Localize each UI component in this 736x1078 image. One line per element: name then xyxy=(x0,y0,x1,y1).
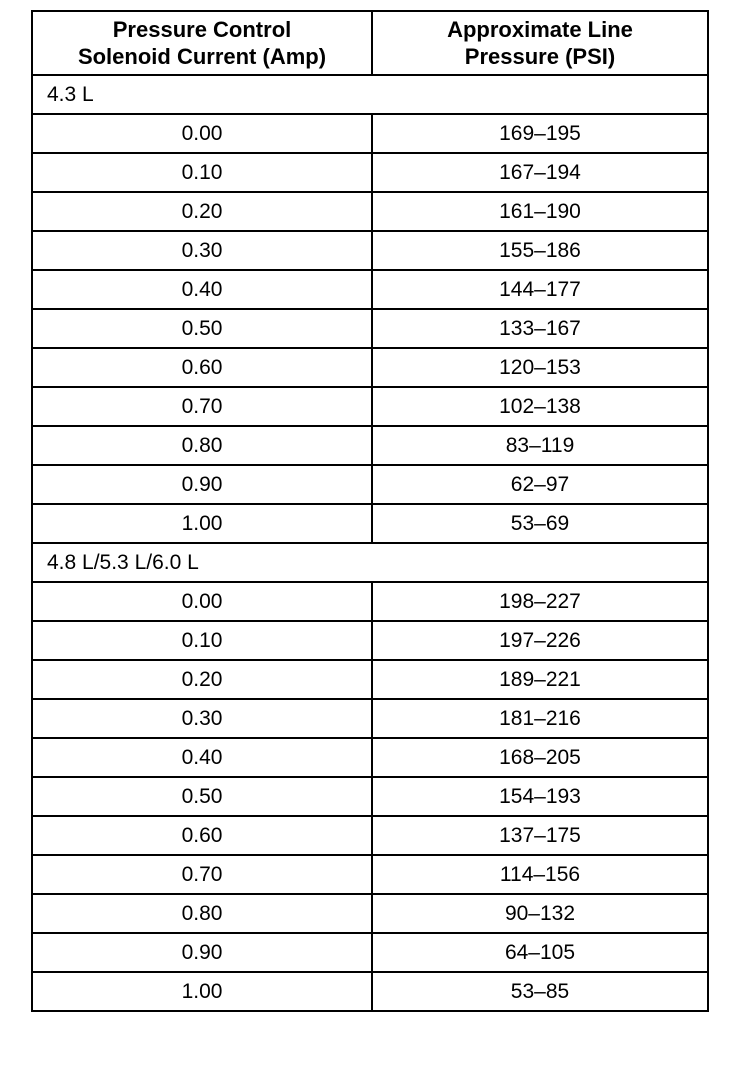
table-row xyxy=(32,309,708,348)
table-row xyxy=(32,894,708,933)
header-line-pressure-line1: Approximate Line xyxy=(447,17,633,42)
table-row xyxy=(32,504,708,543)
line-pressure-cell: 169–195 xyxy=(372,114,708,153)
header-line-pressure-line2: Pressure (PSI) xyxy=(464,44,616,69)
table-row xyxy=(32,660,708,699)
solenoid-current-cell: 0.80 xyxy=(32,426,372,465)
table-row xyxy=(32,426,708,465)
table-body xyxy=(32,75,708,1011)
solenoid-current-cell: 0.20 xyxy=(32,192,372,231)
header-solenoid-current-line2: Solenoid Current (Amp) xyxy=(77,44,327,69)
line-pressure-cell: 120–153 xyxy=(372,348,708,387)
solenoid-current-cell: 0.50 xyxy=(32,777,372,816)
table-row xyxy=(32,855,708,894)
solenoid-current-cell: 0.00 xyxy=(32,582,372,621)
table-row xyxy=(32,972,708,1011)
line-pressure-cell: 181–216 xyxy=(372,699,708,738)
solenoid-current-cell: 0.60 xyxy=(32,816,372,855)
line-pressure-cell: 155–186 xyxy=(372,231,708,270)
line-pressure-cell: 197–226 xyxy=(372,621,708,660)
solenoid-current-cell: 1.00 xyxy=(32,504,372,543)
line-pressure-cell: 167–194 xyxy=(372,153,708,192)
solenoid-current-cell: 0.80 xyxy=(32,894,372,933)
table-row xyxy=(32,816,708,855)
line-pressure-cell: 90–132 xyxy=(372,894,708,933)
header-solenoid-current-line1: Pressure Control xyxy=(112,17,292,42)
solenoid-current-cell: 0.60 xyxy=(32,348,372,387)
solenoid-current-cell: 0.40 xyxy=(32,270,372,309)
table-row xyxy=(32,465,708,504)
line-pressure-cell: 53–85 xyxy=(372,972,708,1011)
table-row xyxy=(32,777,708,816)
solenoid-current-cell: 0.40 xyxy=(32,738,372,777)
line-pressure-cell: 64–105 xyxy=(372,933,708,972)
line-pressure-cell: 154–193 xyxy=(372,777,708,816)
solenoid-current-cell: 1.00 xyxy=(32,972,372,1011)
table-row xyxy=(32,582,708,621)
line-pressure-cell: 161–190 xyxy=(372,192,708,231)
pressure-table xyxy=(31,10,709,1012)
line-pressure-cell: 198–227 xyxy=(372,582,708,621)
table-row xyxy=(32,621,708,660)
solenoid-current-cell: 0.70 xyxy=(32,855,372,894)
solenoid-current-cell: 0.10 xyxy=(32,153,372,192)
table-row xyxy=(32,933,708,972)
table-row xyxy=(32,699,708,738)
solenoid-current-cell: 0.70 xyxy=(32,387,372,426)
solenoid-current-cell: 0.90 xyxy=(32,465,372,504)
line-pressure-cell: 114–156 xyxy=(372,855,708,894)
table-row xyxy=(32,348,708,387)
table-row xyxy=(32,270,708,309)
group-row xyxy=(32,543,708,582)
line-pressure-cell: 62–97 xyxy=(372,465,708,504)
line-pressure-cell: 168–205 xyxy=(372,738,708,777)
line-pressure-cell: 137–175 xyxy=(372,816,708,855)
solenoid-current-cell: 0.30 xyxy=(32,699,372,738)
pressure-table-container xyxy=(31,10,707,1012)
group-row xyxy=(32,75,708,114)
table-row xyxy=(32,114,708,153)
solenoid-current-cell: 0.20 xyxy=(32,660,372,699)
engine-group-label: 4.8 L/5.3 L/6.0 L xyxy=(32,543,708,582)
line-pressure-cell: 133–167 xyxy=(372,309,708,348)
line-pressure-cell: 144–177 xyxy=(372,270,708,309)
table-row xyxy=(32,192,708,231)
header-solenoid-current xyxy=(32,11,372,75)
header-row xyxy=(32,11,708,75)
solenoid-current-cell: 0.90 xyxy=(32,933,372,972)
line-pressure-cell: 83–119 xyxy=(372,426,708,465)
solenoid-current-cell: 0.10 xyxy=(32,621,372,660)
table-row xyxy=(32,387,708,426)
engine-group-label: 4.3 L xyxy=(32,75,708,114)
solenoid-current-cell: 0.00 xyxy=(32,114,372,153)
table-row xyxy=(32,738,708,777)
line-pressure-cell: 102–138 xyxy=(372,387,708,426)
solenoid-current-cell: 0.30 xyxy=(32,231,372,270)
line-pressure-cell: 189–221 xyxy=(372,660,708,699)
table-row xyxy=(32,231,708,270)
line-pressure-cell: 53–69 xyxy=(372,504,708,543)
solenoid-current-cell: 0.50 xyxy=(32,309,372,348)
header-line-pressure xyxy=(372,11,708,75)
table-row xyxy=(32,153,708,192)
